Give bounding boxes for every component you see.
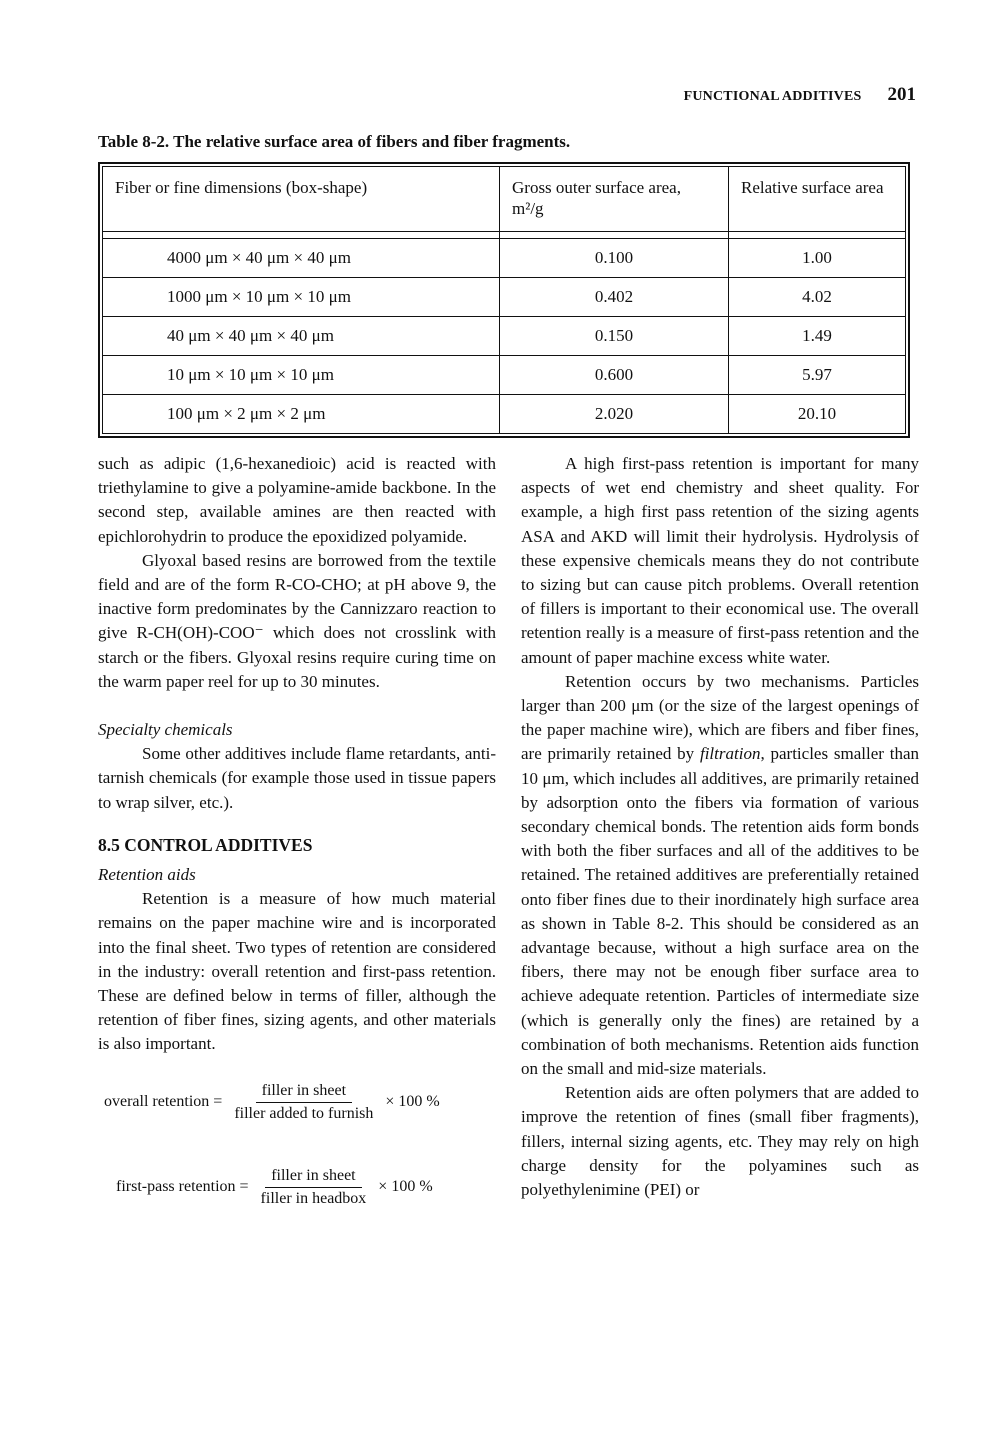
table-row bbox=[103, 317, 906, 356]
formula-lhs: overall retention = bbox=[104, 1093, 223, 1111]
table-cell: 0.600 bbox=[500, 356, 729, 395]
page-number: 201 bbox=[887, 84, 916, 105]
table-cell: 1.00 bbox=[729, 239, 906, 278]
text-run: Retention occurs by two mechanisms. Particles larger than 200 μm (or the size of the largest openings of the paper machine wire), which are fibers and fiber fines, are primarily retained by bbox=[521, 671, 919, 764]
table-header-row bbox=[103, 167, 906, 232]
table-header-cell: Relative surface area bbox=[729, 167, 906, 232]
first-pass-retention-formula bbox=[98, 1166, 496, 1209]
table-row bbox=[103, 239, 906, 278]
table-cell: 0.150 bbox=[500, 317, 729, 356]
running-title: FUNCTIONAL ADDITIVES bbox=[683, 89, 862, 104]
table-cell: 20.10 bbox=[729, 395, 906, 434]
table-header-cell: Gross outer surface area, m²/g bbox=[500, 167, 729, 232]
paragraph: Glyoxal based resins are borrowed from the textile field and are of the form R-CO-CHO; at pH above 9, the inactive form predominates by the Cannizzaro reaction to give R-CH(OH)-COO⁻ which does not crosslink with starch or the fibers. Glyoxal resins require curing time on the warm paper reel for up to 30 minutes. bbox=[98, 550, 496, 691]
formula-rhs: × 100 % bbox=[378, 1178, 433, 1196]
table-cell: 4000 μm × 40 μm × 40 μm bbox=[103, 239, 500, 278]
table-cell: 4.02 bbox=[729, 278, 906, 317]
surface-area-table bbox=[98, 162, 910, 438]
formula-rhs: × 100 % bbox=[385, 1093, 440, 1111]
table-row bbox=[103, 356, 906, 395]
table-cell: 2.020 bbox=[500, 395, 729, 434]
running-head bbox=[684, 84, 916, 106]
right-column bbox=[521, 452, 919, 1202]
paragraph: such as adipic (1,6-hexanedioic) acid is reacted with triethylamine to give a polyamine-amide backbone. In the second step, available amines are then reacted with epichlorohydrin to produce the epoxidized polyamide. bbox=[98, 454, 496, 546]
formula-denominator: filler added to furnish bbox=[234, 1104, 374, 1122]
table-cell: 40 μm × 40 μm × 40 μm bbox=[103, 317, 500, 356]
section-heading: 8.5 CONTROL ADDITIVES bbox=[98, 834, 313, 855]
formula-lhs: first-pass retention = bbox=[116, 1178, 249, 1196]
formula-numerator: filler in sheet bbox=[265, 1166, 361, 1188]
subheading-specialty-chemicals: Specialty chemicals bbox=[98, 720, 233, 740]
paragraph: Retention aids are often polymers that are added to improve the retention of fines (small fiber fragments), fillers, internal sizing agents, etc. They may rely on high charge density for the polyamines such as polyethylenimine (PEI) or bbox=[521, 1083, 919, 1200]
emphasis: filtration bbox=[699, 744, 761, 764]
table-header-cell: Fiber or fine dimensions (box-shape) bbox=[103, 167, 500, 232]
table-cell: 5.97 bbox=[729, 356, 906, 395]
table-cell: 1000 μm × 10 μm × 10 μm bbox=[103, 278, 500, 317]
text-run: , particles smaller than 10 μm, which includes all additives, are primarily retained by adsorption onto the fibers via formation of various secondary chemical bonds. The retention aids form bonds with both the fiber surfaces and all of the additives to be retained. The retained additives are preferentially retained onto fiber fines due to their inordinately high surface area as shown in Table 8-2. This should be considered as an advantage because, without a high surface area on the fibers, there may not be enough fiber surface area to achieve adequate retention. Particles of intermediate size (which is generally only the fines) are retained by a combination of both mechanisms. Retention aids function on the small and mid-size materials. bbox=[521, 744, 920, 1079]
paragraph: A high first-pass retention is important for many aspects of wet end chemistry and sheet quality. For example, a high first pass retention of the sizing agents ASA and AKD will limit their hydrolysis. Hydrolysis of these expensive chemicals means they do not contribute to sizing but can cause pitch problems. Overall retention of fillers is important to their economical use. The overall retention really is a measure of first-pass retention and the amount of paper machine excess white water. bbox=[521, 454, 919, 667]
table-cell: 1.49 bbox=[729, 317, 906, 356]
formula-numerator: filler in sheet bbox=[256, 1081, 352, 1103]
table-row bbox=[103, 278, 906, 317]
left-column bbox=[98, 452, 496, 1209]
paragraph: Some other additives include flame retardants, anti-tarnish chemicals (for example those used in tissue papers to wrap silver, etc.). bbox=[98, 744, 496, 812]
paragraph: Retention is a measure of how much material remains on the paper machine wire and is incorporated into the final sheet. Two types of retention are considered in the industry: overall retention and first-pass retention. These are defined below in terms of filler, although the retention of fiber fines, sizing agents, and other materials is also important. bbox=[98, 889, 496, 1054]
paragraph bbox=[521, 670, 919, 1081]
formula-denominator: filler in headbox bbox=[260, 1189, 367, 1207]
table-caption: Table 8-2. The relative surface area of fibers and fiber fragments. bbox=[98, 132, 571, 151]
overall-retention-formula bbox=[98, 1081, 496, 1124]
table-cell: 10 μm × 10 μm × 10 μm bbox=[103, 356, 500, 395]
subheading-retention-aids: Retention aids bbox=[98, 865, 196, 885]
table-row bbox=[103, 395, 906, 434]
table-cell: 0.402 bbox=[500, 278, 729, 317]
table-cell: 0.100 bbox=[500, 239, 729, 278]
table-cell: 100 μm × 2 μm × 2 μm bbox=[103, 395, 500, 434]
